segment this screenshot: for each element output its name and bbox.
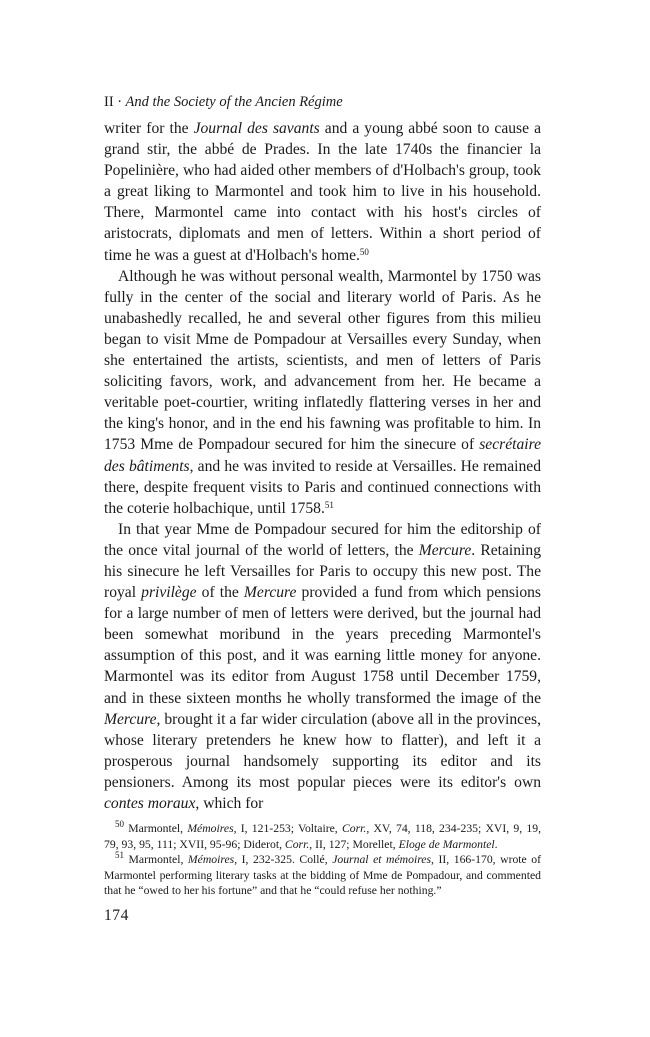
body-paragraph bbox=[104, 118, 541, 266]
paragraph-text: , which for bbox=[195, 795, 264, 812]
running-head-separator: · bbox=[117, 94, 123, 110]
footnote-ref: 51 bbox=[324, 499, 334, 510]
paragraph-text: and a young abbé soon to cause a grand stir, the abbé de Prades. In the late 1740s the financier la Popelinière, who had aided other members of d'Holbach's group, took a great liking to Marmontel and took him to live in his household. There, Marmontel came into contact with his host's circles of aristocrats, diplomats and men of letters. Within a short period of time he was a guest at d'Holbach's home. bbox=[104, 120, 542, 264]
footnote-text: Marmontel, bbox=[124, 853, 188, 867]
chapter-numeral: II bbox=[104, 94, 114, 110]
body-text bbox=[104, 118, 541, 814]
footnote-text: Marmontel, bbox=[124, 822, 188, 836]
italic-text: Journal des savants bbox=[193, 120, 320, 137]
paragraph-text: . Retaining his sinecure he left Versailles for Paris to occupy this new post. The royal bbox=[104, 541, 541, 602]
italic-text: privilège bbox=[141, 584, 197, 602]
italic-text: Eloge de Marmontel bbox=[398, 837, 495, 851]
footnote-ref: 50 bbox=[115, 819, 124, 830]
italic-text: Mercure bbox=[104, 710, 157, 728]
running-head-title: And the Society of the Ancien Régime bbox=[125, 94, 343, 110]
italic-text: Mercure bbox=[243, 584, 297, 602]
running-head bbox=[104, 92, 541, 112]
footnote-ref: 51 bbox=[115, 850, 124, 861]
page-number: 174 bbox=[104, 907, 129, 925]
paragraph-text: , and he was invited to reside at Versailles. He remained there, despite frequent visits to Paris and continued connections with the coterie holbachique, until 1758. bbox=[104, 457, 541, 517]
paragraph-text: of the bbox=[196, 584, 244, 602]
paragraph-text: writer for the bbox=[104, 120, 194, 137]
italic-text: Mémoires bbox=[187, 822, 234, 836]
footnotes bbox=[104, 821, 541, 899]
italic-text: contes moraux bbox=[104, 795, 196, 812]
italic-text: Corr. bbox=[341, 822, 367, 836]
paragraph-text: provided a fund from which pensions for a large number of men of letters were derived, but the journal had been somewhat moribund in the years preceding Marmontel's assumption of this post, and it was earning little money for anyone. Marmontel was its editor from August 1758 until December 1759, and in these sixteen months he wholly transformed the image of the bbox=[104, 584, 541, 707]
footnote-text: . bbox=[494, 837, 498, 851]
italic-text: Journal et mémoires bbox=[332, 853, 432, 867]
italic-text: Mercure bbox=[418, 541, 472, 559]
italic-text: Mémoires bbox=[187, 853, 235, 867]
footnote-text: , II, 127; Morellet, bbox=[309, 837, 399, 851]
italic-text: Corr. bbox=[284, 837, 310, 851]
footnote-text: , I, 121-253; Voltaire, bbox=[233, 822, 342, 836]
footnote-ref: 50 bbox=[359, 246, 369, 257]
body-paragraph bbox=[104, 266, 541, 519]
book-page bbox=[104, 92, 541, 925]
footnote-text: , II, 166-170, wrote of Marmontel performing literary tasks at the bidding of Mme de Pompadour, and commented that he “owed to her his fortune” and that he “could refuse her nothing.” bbox=[104, 853, 541, 898]
italic-text: secrétaire des bâtiments bbox=[104, 436, 541, 475]
paragraph-text: In that year Mme de Pompadour secured for him the editorship of the once vital journal of the world of letters, the bbox=[104, 520, 541, 559]
footnote bbox=[104, 852, 541, 899]
footnote-text: , I, 232-325. Collé, bbox=[234, 853, 333, 867]
paragraph-text: , brought it a far wider circulation (above all in the provinces, whose literary pretenders he knew how to flatter), and left it a prosperous journal handsomely supporting its editor and its pensioners. Among its most popular pieces were its editor's own bbox=[104, 710, 541, 791]
body-paragraph bbox=[104, 519, 541, 814]
paragraph-text: Although he was without personal wealth, Marmontel by 1750 was fully in the center of the social and literary world of Paris. As he unabashedly recalled, he and several other figures from this milieu began to visit Mme de Pompadour at Versailles every Sunday, when she entertained the artists, scientists, and men of letters of Paris soliciting favors, work, and advancement from her. He became a veritable poet-courtier, writing inflatedly flattering verses in her and the king's honor, and in the end his fawning was profitable to him. In 1753 Mme de Pompadour secured for him the sinecure of bbox=[104, 267, 541, 454]
footnote-text: , XV, 74, 118, 234-235; XVI, 9, 19, 79, 93, 95, 111; XVII, 95-96; Diderot, bbox=[104, 822, 542, 851]
footnote bbox=[104, 821, 541, 852]
